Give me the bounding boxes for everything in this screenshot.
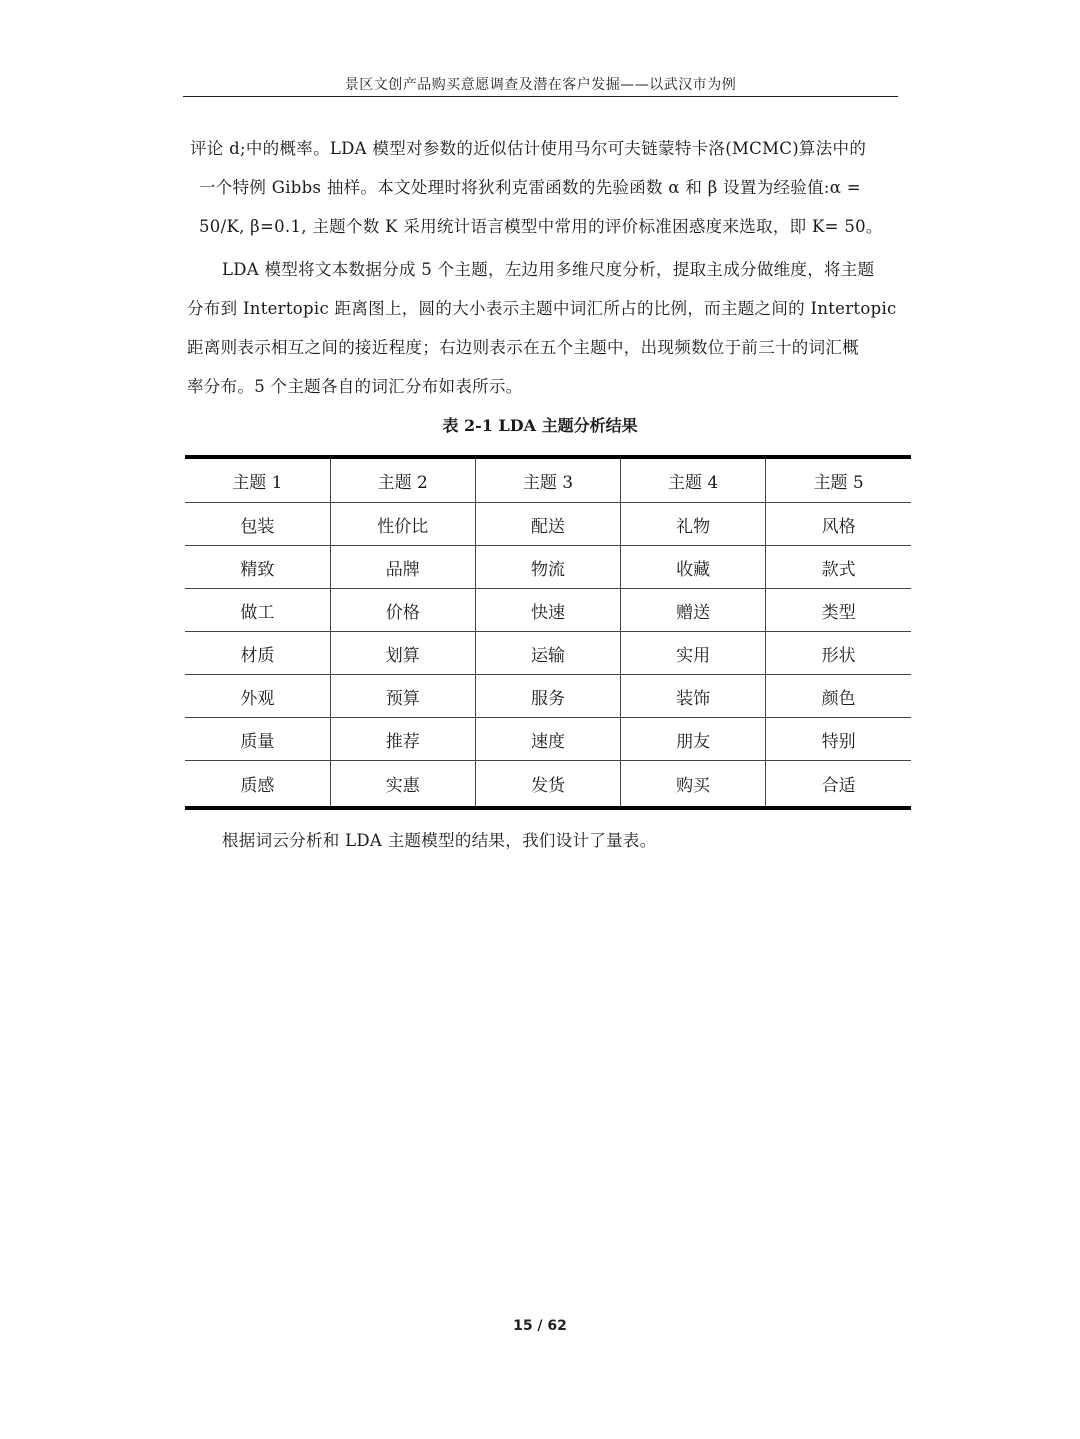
table-cell: 礼物 [621, 503, 766, 546]
table-cell: 形状 [766, 632, 911, 675]
table-cell: 快速 [475, 589, 620, 632]
table-row [185, 503, 911, 546]
table-cell: 质感 [185, 761, 330, 809]
table-row [185, 718, 911, 761]
table-cell: 赠送 [621, 589, 766, 632]
table-cell: 运输 [475, 632, 620, 675]
table-cell: 款式 [766, 546, 911, 589]
lda-topic-table [185, 455, 911, 810]
table-header-cell: 主题 4 [621, 457, 766, 503]
table-cell: 外观 [185, 675, 330, 718]
table-cell: 装饰 [621, 675, 766, 718]
paragraph-2-line-4: 率分布。5 个主题各自的词汇分布如表所示。 [187, 377, 523, 396]
paragraph-1-line-1: 评论 d;中的概率。LDA 模型对参数的近似估计使用马尔可夫链蒙特卡洛(MCMC)算法中的 [190, 139, 867, 158]
table-cell: 划算 [330, 632, 475, 675]
table-header-cell: 主题 2 [330, 457, 475, 503]
running-header: 景区文创产品购买意愿调查及潜在客户发掘——以武汉市为例 [344, 77, 737, 93]
page-number: 15 / 62 [513, 1318, 567, 1334]
table-cell: 服务 [475, 675, 620, 718]
table-cell: 包装 [185, 503, 330, 546]
paragraph-1-line-2: 一个特例 Gibbs 抽样。本文处理时将狄利克雷函数的先验函数 α 和 β 设置为经验值:α = [199, 178, 861, 197]
table-cell: 实用 [621, 632, 766, 675]
table-cell: 品牌 [330, 546, 475, 589]
paragraph-2-line-3: 距离则表示相互之间的接近程度；右边则表示在五个主题中，出现频数位于前三十的词汇概 [187, 338, 859, 357]
table-row [185, 632, 911, 675]
table-cell: 性价比 [330, 503, 475, 546]
table-cell: 价格 [330, 589, 475, 632]
table-cell: 发货 [475, 761, 620, 809]
table-cell: 配送 [475, 503, 620, 546]
table-caption: 表 2-1 LDA 主题分析结果 [442, 416, 638, 435]
table-cell: 收藏 [621, 546, 766, 589]
table-row [185, 675, 911, 718]
table-cell: 类型 [766, 589, 911, 632]
table-header-row [185, 457, 911, 503]
table-header-cell: 主题 1 [185, 457, 330, 503]
table-cell: 特别 [766, 718, 911, 761]
table-cell: 材质 [185, 632, 330, 675]
table-row [185, 589, 911, 632]
table-header-cell: 主题 3 [475, 457, 620, 503]
table-cell: 预算 [330, 675, 475, 718]
table-cell: 速度 [475, 718, 620, 761]
table-row [185, 546, 911, 589]
paragraph-2-line-1: LDA 模型将文本数据分成 5 个主题，左边用多维尺度分析，提取主成分做维度，将主题 [222, 260, 875, 279]
paragraph-3: 根据词云分析和 LDA 主题模型的结果，我们设计了量表。 [222, 831, 657, 850]
table-header-cell: 主题 5 [766, 457, 911, 503]
table-cell: 质量 [185, 718, 330, 761]
table-cell: 风格 [766, 503, 911, 546]
table-row [185, 761, 911, 809]
header-divider [183, 96, 898, 97]
table-cell: 物流 [475, 546, 620, 589]
paragraph-1-line-3: 50/K, β=0.1, 主题个数 K 采用统计语言模型中常用的评价标准困惑度来选取，即 K= 50。 [199, 217, 883, 236]
table-cell: 推荐 [330, 718, 475, 761]
table-cell: 购买 [621, 761, 766, 809]
table-cell: 合适 [821, 776, 856, 796]
table-cell: 实惠 [330, 761, 475, 809]
table-cell: 精致 [185, 546, 330, 589]
table-cell: 做工 [185, 589, 330, 632]
table-cell: 颜色 [766, 675, 911, 718]
paragraph-2-line-2: 分布到 Intertopic 距离图上，圆的大小表示主题中词汇所占的比例，而主题之间的 Intertopic [187, 299, 897, 318]
table-cell: 朋友 [621, 718, 766, 761]
